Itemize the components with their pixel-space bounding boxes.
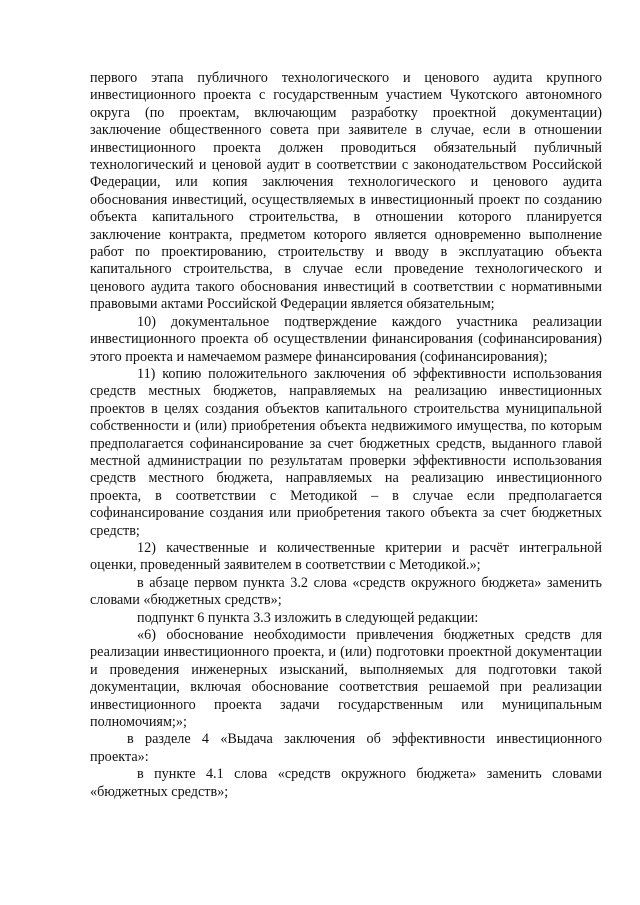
paragraph-amend-4-1: в пункте 4.1 слова «средств окружного бюджета» заменить словами «бюджетных средств»; xyxy=(90,766,602,800)
paragraph-amend-3-2: в абзаце первом пункта 3.2 слова «средств окружного бюджета» заменить словами «бюджетных средств»; xyxy=(90,574,602,609)
paragraph-amend-3-3: подпункт 6 пункта 3.3 изложить в следующей редакции: xyxy=(137,609,479,626)
paragraph-section-4: в разделе 4 «Выдача заключения об эффективности инвестиционного проекта»: xyxy=(90,731,602,765)
paragraph-continuation: первого этапа публичного технологического и ценового аудита крупного инвестиционного проекта с государственным участием Чукотского автономного округа (по проектам, включающим разработку проектной документации) заключение общественного совета при заявителе в случае, если в отношении инвестиционного проекта должен проводиться обязательный публичный технологический и ценовой аудит в соответствии с законодательством Российской Федерации, или копия заключения технологического и ценового аудита обоснования инвестиций, осуществляемых в инвестиционный проект по созданию объекта капитального строительства, в отношении которого планируется заключение контракта, предметом которого является одновременно выполнение работ по проектированию, строительству и вводу в эксплуатацию объекта капитального строительства, в случае если проведение технологического и ценового аудита такого обоснования инвестиций в соответствии с нормативными правовыми актами Российской Федерации является обязательным; xyxy=(90,70,602,313)
paragraph-item-12: 12) качественные и количественные критерии и расчёт интегральной оценки, проведенный заявителем в соответствии с Методикой.»; xyxy=(90,539,602,574)
paragraph-item-11: 11) копию положительного заключения об эффективности использования средств местных бюджетов, направляемых на реализацию инвестиционных проектов в целях создания объектов капитального строительства муниципальной собственности и (или) приобретения объекта недвижимого имущества, по которым предполагается софинансирование за счет бюджетных средств, выданного главой местной администрации по результатам проверки эффективности использования средств местного бюджета, направляемых на реализацию инвестиционного проекта, в соответствии с Методикой – в случае если предполагается софинансирование создания или приобретения такого объекта за счет бюджетных средств; xyxy=(90,365,602,539)
paragraph-subitem-6: «6) обоснование необходимости привлечения бюджетных средств для реализации инвестиционного проекта, и (или) подготовки проектной документации и проведения инженерных изысканий, выполняемых для подготовки такой документации, включая обоснование соответствия решаемой при реализации инвестиционного проекта задачи государственным или муниципальным полномочиям;»; xyxy=(90,627,602,731)
paragraph-item-10: 10) документальное подтверждение каждого участника реализации инвестиционного проекта об осуществлении финансирования (софинансирования) этого проекта и намечаемом размере финансирования (софинансирования); xyxy=(90,313,602,365)
document-page xyxy=(90,70,602,801)
